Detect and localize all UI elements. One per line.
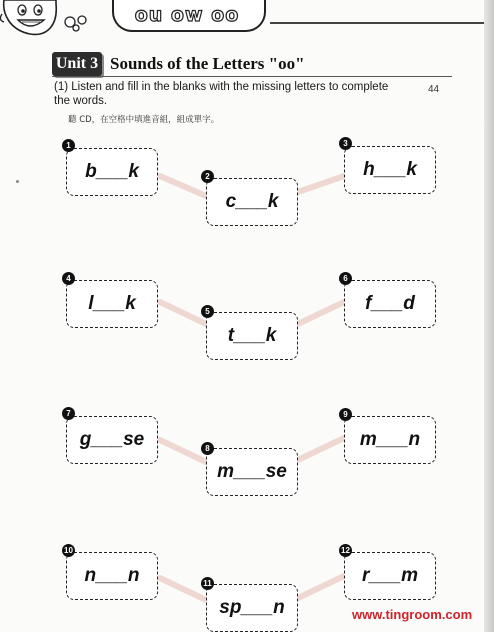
connector-line [298, 576, 344, 598]
word-card[interactable] [66, 280, 158, 328]
word-with-blank: sp___n [219, 597, 285, 618]
word-with-blank: h___k [363, 159, 417, 180]
word-with-blank: g___se [79, 429, 145, 450]
unit-badge: Unit 3 [52, 52, 102, 76]
item-number-badge: 8 [201, 442, 214, 455]
word-card[interactable] [206, 312, 298, 360]
word-card[interactable] [66, 148, 158, 196]
item-number-badge: 3 [339, 137, 352, 150]
instruction-text: (1) Listen and fill in the blanks with the missing letters to complete the words. [54, 81, 389, 107]
word-card[interactable] [344, 552, 436, 600]
word-with-blank: r___m [362, 565, 418, 586]
item-number-badge: 7 [62, 407, 75, 420]
item-number-badge: 12 [339, 544, 352, 557]
item-number-badge: 11 [201, 577, 214, 590]
connector-line [160, 578, 206, 600]
connector-line [298, 438, 344, 460]
word-with-blank: m___n [359, 429, 421, 450]
word-card[interactable] [66, 416, 158, 464]
word-with-blank: m___se [217, 461, 287, 482]
word-with-blank: l___k [88, 293, 136, 314]
connector-line [160, 440, 206, 462]
word-with-blank: b___k [85, 161, 139, 182]
item-number-badge: 5 [201, 305, 214, 318]
word-card[interactable] [344, 280, 436, 328]
connector-line [298, 302, 344, 324]
item-number-badge: 6 [339, 272, 352, 285]
word-card[interactable] [206, 178, 298, 226]
item-number-badge: 4 [62, 272, 75, 285]
connector-line [298, 176, 344, 192]
word-card[interactable] [206, 584, 298, 632]
word-with-blank: f___d [365, 293, 415, 314]
item-number-badge: 2 [201, 170, 214, 183]
item-number-badge: 9 [339, 408, 352, 421]
connector-line [160, 302, 206, 324]
connector-line [160, 176, 206, 196]
word-with-blank: c___k [225, 191, 279, 212]
instruction-chinese: 聽 CD，在空格中填進音組，組成單字。 [68, 115, 220, 125]
word-card[interactable] [344, 416, 436, 464]
page-number: 44 [428, 84, 440, 95]
unit-heading: Sounds of the Letters "oo" [110, 54, 305, 73]
word-with-blank: n___n [84, 565, 140, 586]
item-number-badge: 10 [62, 544, 75, 557]
word-card[interactable] [344, 146, 436, 194]
word-card[interactable] [66, 552, 158, 600]
item-number-badge: 1 [62, 139, 75, 152]
word-card[interactable] [206, 448, 298, 496]
print-speck [16, 180, 19, 183]
word-with-blank: t___k [227, 325, 277, 346]
watermark: www.tingroom.com [352, 607, 473, 622]
header-title: ou ow oo [134, 4, 240, 26]
